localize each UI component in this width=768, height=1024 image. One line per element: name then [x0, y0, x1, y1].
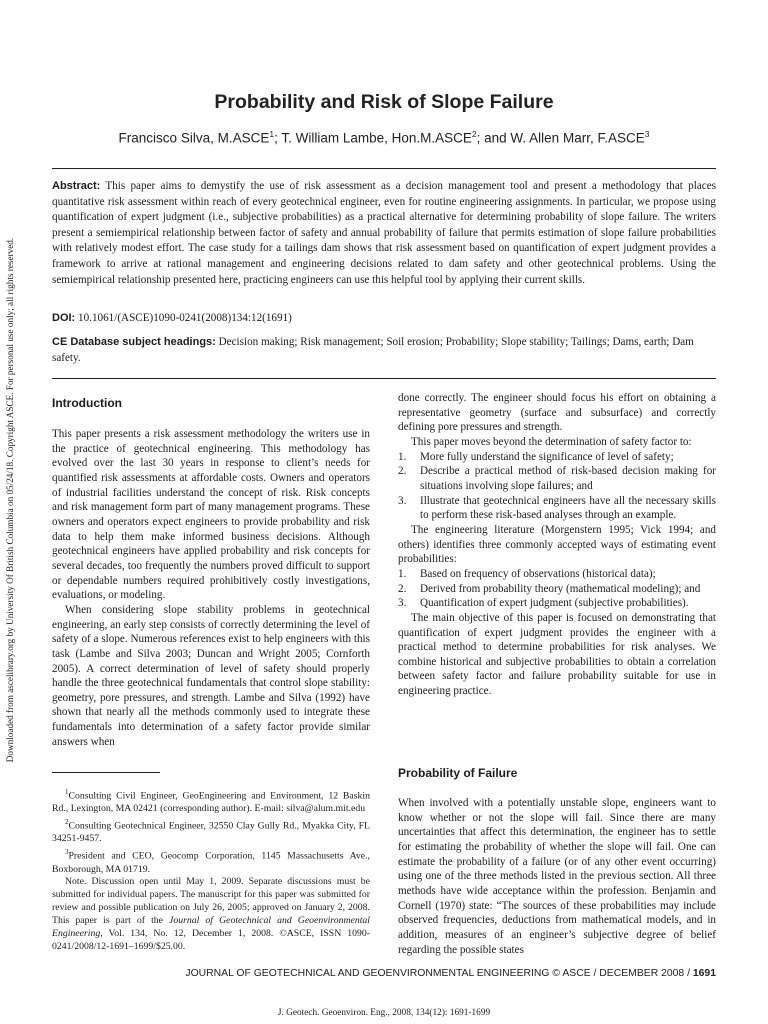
footnote-mark: 3 — [65, 848, 69, 857]
list-text: Derived from probability theory (mathematical modeling); and — [420, 582, 701, 595]
paragraph: done correctly. The engineer should focus his effort on obtaining a representative geometry (surface and subsurface) and correctly defining pore pressures and strength. — [398, 392, 716, 434]
list-number: 3. — [398, 597, 407, 610]
list-number: 2. — [398, 465, 407, 478]
page-number: 1691 — [692, 968, 716, 979]
abstract-text: This paper aims to demystify the use of risk assessment as a decision management tool and present a methodology that places quantitative risk assessment within reach of every geotechnical engineer, even for routine engineering assignments. In particular, we propose using quantification of expert judgment (i.e., subjective probabilities) as a practical alternative for determining probability of slope failure. The writers present a semiempirical relationship between factor of safety and annual probability of failure that permits estimation of slope failure probabilities with relatively modest effort. The case study for a tailings dam shows that risk assessment based on quantification of expert judgment provides a framework to arrive at rational management and engineering decisions related to dam safety and other geotechnical problems. Using the semiempirical relationship presented here, practicing engineers can use this helpful tool by applying their current skills. — [52, 180, 716, 286]
list-text: Based on frequency of observations (historical data); — [420, 567, 656, 580]
list-number: 3. — [398, 494, 407, 507]
top-divider — [52, 168, 716, 169]
author-name: T. William Lambe, Hon.M.ASCE — [281, 130, 472, 146]
note-text: Note. Discussion open until May 1, 2009. Separate discussions must be submitted for individual papers. The manuscript for this paper was submitted for review and possible publication on July 26, 2005; approved on January 2, 2008. This paper is part of the — [52, 876, 370, 927]
section-heading-probability-of-failure: Probability of Failure — [398, 766, 518, 780]
abstract-label: Abstract: — [52, 180, 101, 192]
paragraph: This paper presents a risk assessment methodology the writers use in the practice of geotechnical engineering. This methodology has evolved over the last 30 years in response to client’s needs for quantified risk assessments at affordable costs. Owners and operators of industrial facilities understand the concept of risk. Risk concepts and risk management form part of many management programs. These owners and operators expect engineers to provide probability and risk data to help them make informed business decisions. Although geotechnical engineers have applied probability and risk concepts for several decades, too frequently the numbers proved difficult to support or dependable numbers required prohibitively costly investigations, evaluations, or modeling. — [52, 428, 370, 602]
running-footer — [52, 968, 716, 979]
footnote-text: Consulting Geotechnical Engineer, 32550 Clay Gully Rd., Myakka City, FL 34251-9457. — [52, 820, 370, 845]
left-column — [52, 427, 370, 749]
subject-headings — [52, 335, 716, 366]
paragraph: The main objective of this paper is focused on demonstrating that quantification of expert judgment provides the engineer with a practical method to determine probabilities for risk analyses. We combine historical and subjective probabilities to obtain a correlation between safety factor and failure probability suitable for use in engineering practice. — [398, 611, 716, 698]
list-number: 1. — [398, 450, 407, 463]
note-text: , Vol. 134, No. 12, December 1, 2008. ©ASCE, ISSN 1090-0241/2008/12-1691–1699/$25.00. — [52, 928, 370, 953]
abstract-divider — [52, 378, 716, 379]
list-text: More fully understand the significance of level of safety; — [420, 450, 674, 463]
list-text: Quantification of expert judgment (subjective probabilities). — [420, 597, 689, 610]
list-text: Illustrate that geotechnical engineers have all the necessary skills to perform these risk-based analyses through an example. — [420, 494, 716, 522]
author-separator: ; and — [476, 130, 511, 146]
doi-label: DOI: — [52, 312, 76, 324]
list-item — [398, 596, 716, 611]
list-item — [398, 582, 716, 597]
subject-headings-value: Decision making; Risk management; Soil erosion; Probability; Slope stability; Tailings; Dams, earth; Dam safety. — [52, 336, 694, 364]
footer-journal: JOURNAL OF GEOTECHNICAL AND GEOENVIRONMENTAL ENGINEERING © ASCE / DECEMBER 2008 / — [185, 968, 693, 979]
abstract — [52, 179, 716, 288]
section-heading-introduction: Introduction — [52, 396, 122, 410]
paragraph: When considering slope stability problems in geotechnical engineering, an early step consists of correctly determining the level of safety of a slope. Numerous references exist to help engineers with this task (Lambe and Silva 2003; Duncan and Wright 2005; Cornforth 2005). A correct determination of level of safety should properly handle the three geotechnical fundamentals that control slope stability: geometry, pore pressures, and strength. Lambe and Silva (1992) have shown that nearly all the methods commonly used to integrate these fundamentals into determination of a safety factor provide similar answers when — [52, 603, 370, 748]
subject-headings-label: CE Database subject headings: — [52, 336, 216, 348]
list-item — [398, 450, 716, 465]
author-affiliation-mark: 1 — [269, 129, 275, 139]
footnote-mark: 2 — [65, 818, 69, 827]
footnote — [52, 816, 370, 846]
footnote-mark: 1 — [65, 788, 69, 796]
right-column — [398, 391, 716, 699]
paragraph: The engineering literature (Morgenstern 1995; Vick 1994; and others) identifies three commonly accepted ways of estimating event probabilities: — [398, 523, 716, 566]
footnote-text: President and CEO, Geocomp Corporation, 1145 Massachusetts Ave., Boxborough, MA 01719. — [52, 850, 370, 875]
download-notice: Downloaded from ascelibrary.org by University Of British Columbia on 05/24/18. Copyright ASCE. For personal use only; all rights reserved. — [5, 237, 15, 763]
footnote — [52, 786, 370, 816]
page-title: Probability and Risk of Slope Failure — [214, 91, 554, 113]
right-column-continued — [398, 796, 716, 957]
list-item — [398, 494, 716, 523]
footnote-divider — [52, 772, 160, 773]
paragraph: When involved with a potentially unstable slope, engineers want to know whether or not the slope will fail. Since there are many uncertainties that affect this determination, the engineer has to settle for estimating the probability of whether the slope will fail. One can estimate the probability of a failure (or of any other event occurring) using one of the three methods listed in the previous section. All three methods have wide acceptance within the profession. Benjamin and Cornell (1970) state: “The sources of these probabilities may include observed frequencies, deductions from mathematical models, and in addition, measures of an engineer’s subjective degree of belief regarding the possible states — [398, 797, 716, 956]
footnote-note — [52, 876, 370, 954]
author-name: W. Allen Marr, F.ASCE — [510, 130, 645, 146]
author-affiliation-mark: 2 — [471, 129, 477, 139]
author-name: Francisco Silva, M.ASCE — [118, 130, 270, 146]
list-item — [398, 464, 716, 493]
list-text: Describe a practical method of risk-based decision making for situations involving slope failures; and — [420, 465, 716, 492]
author-separator: ; — [274, 130, 282, 146]
doi-line — [52, 312, 716, 324]
paragraph: This paper moves beyond the determination of safety factor to: — [411, 435, 692, 448]
list-number: 1. — [398, 567, 407, 580]
doi-value: 10.1061/(ASCE)1090-0241(2008)134:12(1691) — [78, 312, 292, 324]
journal-name: Journal of Geotechnical and Geoenvironmental Engineering — [52, 915, 371, 940]
author-line — [52, 129, 716, 146]
footnote-text: Consulting Civil Engineer, GeoEngineering and Environment, 12 Baskin Rd., Lexington, MA 02421 (corresponding author). E-mail: silva@alum.mit.edu — [52, 790, 370, 815]
author-affiliation-mark: 3 — [644, 129, 650, 139]
footnote — [52, 846, 370, 876]
citation-line: J. Geotech. Geoenviron. Eng., 2008, 134(12): 1691-1699 — [277, 1008, 491, 1018]
list-item — [398, 567, 716, 582]
footnotes — [52, 786, 370, 954]
list-number: 2. — [398, 582, 407, 595]
download-sidebar — [0, 215, 20, 785]
